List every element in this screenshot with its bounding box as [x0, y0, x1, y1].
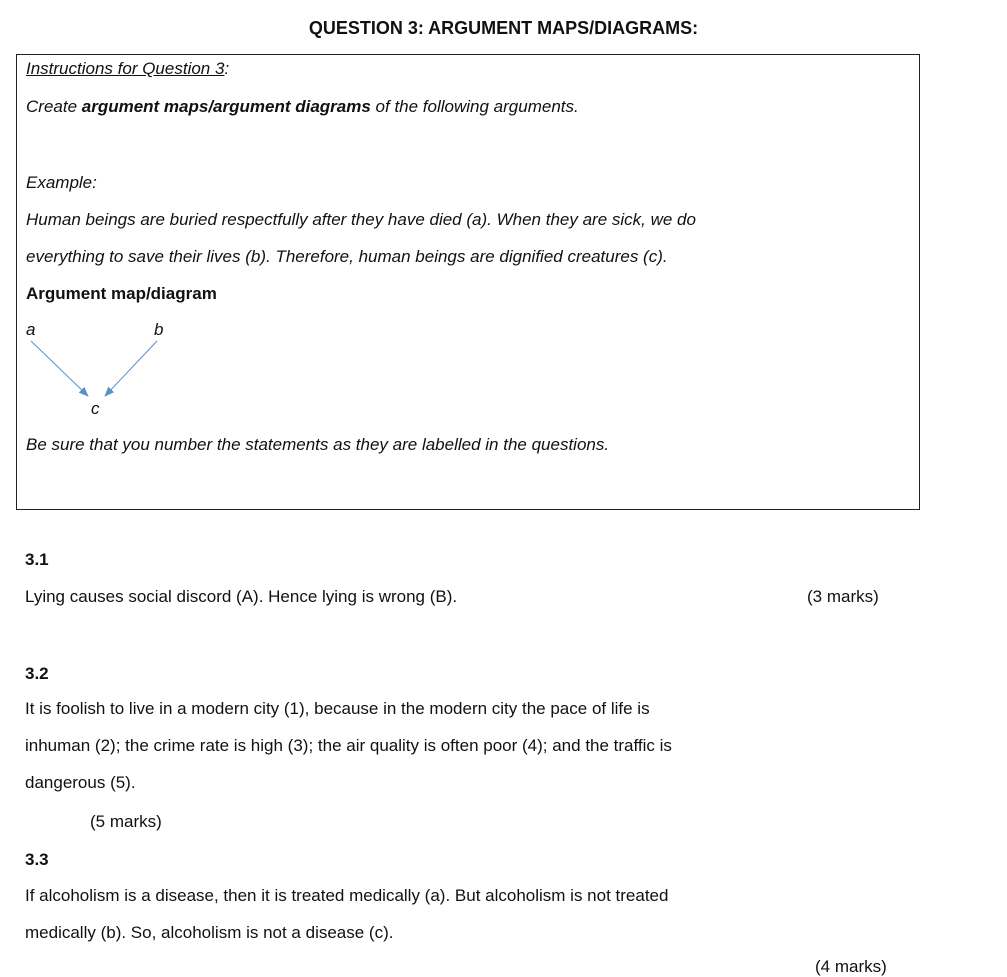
question-3-2-marks: (5 marks): [90, 812, 162, 831]
question-3-2-line-3: dangerous (5).: [25, 773, 136, 792]
node-c: c: [91, 399, 100, 418]
example-line-1: Human beings are buried respectfully after they have died (a). When they are sick, we do: [26, 210, 696, 229]
instructions-create-line: [26, 97, 579, 117]
argument-map-heading: Argument map/diagram: [26, 284, 217, 303]
example-label: Example:: [26, 173, 97, 192]
question-3-2-line-2: inhuman (2); the crime rate is high (3); the air quality is often poor (4); and the traffic is: [25, 736, 672, 755]
node-a: a: [26, 320, 36, 339]
create-post: of the following arguments.: [370, 97, 579, 116]
create-pre: Create: [26, 97, 82, 116]
question-3-2-line-1: It is foolish to live in a modern city (1), because in the modern city the pace of life is: [25, 699, 650, 718]
question-3-2-number: 3.2: [25, 664, 49, 683]
question-3-3-marks: (4 marks): [815, 957, 887, 976]
question-3-1-number: 3.1: [25, 550, 49, 569]
instructions-note: Be sure that you number the statements as they are labelled in the questions.: [26, 435, 610, 454]
arrow-a-to-c: [31, 341, 88, 396]
node-b: b: [154, 320, 164, 339]
example-line-2: everything to save their lives (b). Therefore, human beings are dignified creatures (c).: [26, 247, 668, 266]
arrow-b-to-c: [105, 341, 157, 396]
question-3-1-text: Lying causes social discord (A). Hence lying is wrong (B).: [25, 587, 458, 606]
question-3-3-line-1: If alcoholism is a disease, then it is treated medically (a). But alcoholism is not treated: [25, 886, 669, 905]
question-3-3-line-2: medically (b). So, alcoholism is not a disease (c).: [25, 923, 394, 942]
create-bold: argument maps/argument diagrams: [81, 97, 371, 116]
argument-map-diagram: [17, 315, 217, 435]
instructions-heading-text: Instructions for Question 3: [26, 59, 225, 78]
instructions-heading: [26, 59, 229, 79]
page-title: QUESTION 3: ARGUMENT MAPS/DIAGRAMS:: [308, 18, 699, 38]
question-3-3-number: 3.3: [25, 850, 49, 869]
question-3-1-marks: (3 marks): [807, 587, 879, 606]
instructions-heading-colon: :: [224, 59, 230, 78]
instructions-box: [16, 54, 920, 510]
